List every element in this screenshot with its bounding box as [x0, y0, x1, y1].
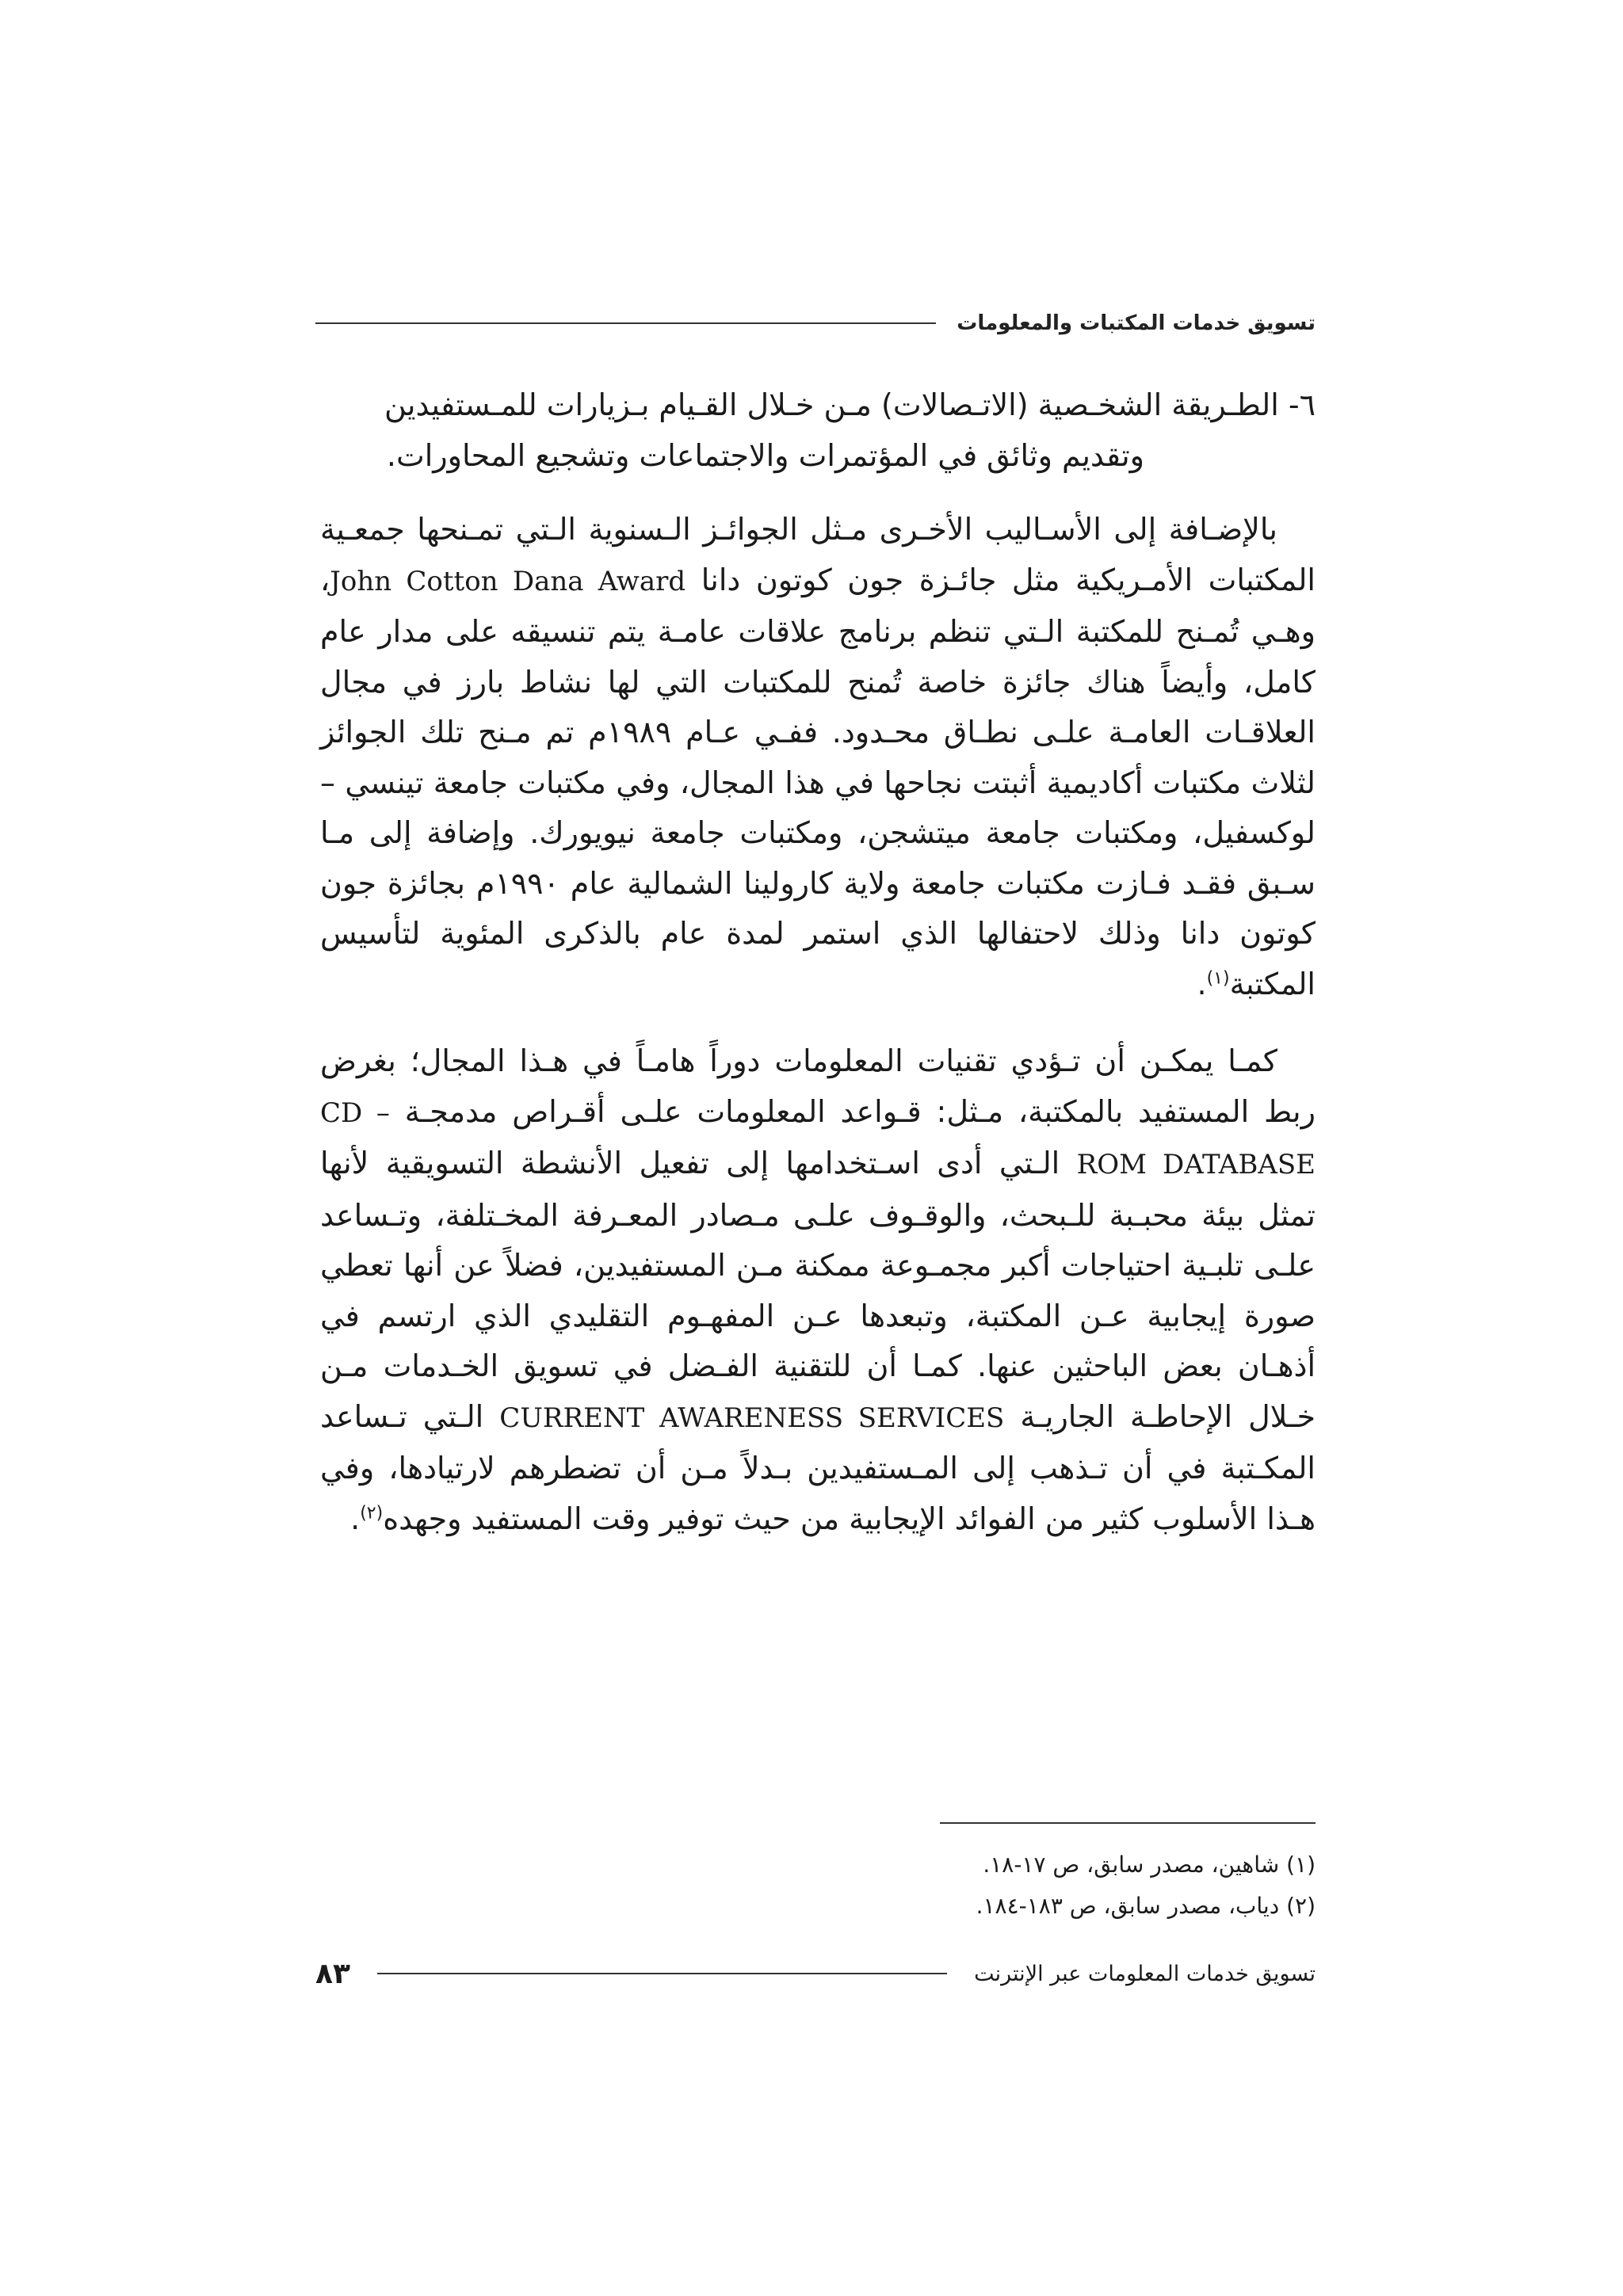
award-name-latin: John Cotton Dana Award [330, 565, 686, 597]
paragraph-1-end: . [1197, 966, 1207, 1001]
running-header [315, 307, 1316, 339]
paragraph-2-text-b: الـتي أدى اسـتخدامها إلى تفعيل الأنشطة التسويقية لأنها تمثل بيئة محبـبة للـبحث، والوقـوف علـى مـصادر المعـرفة المخـتلفة، وتـساعد علـى تلبـية احتياجات أكبر مجمـوعة ممكنة مـن المستفيدين، فضلاً عن أنها تعطي صورة إيجابية عـن المكتبة، وتبعدها عـن المفهـوم التقليدي الذي ارتسم في أذهـان بعض الباحثين عنها. كمـا أن للتقنية الفـضل في تسويق الخـدمات مـن خـلال الإحاطـة الجاريـة [320, 1146, 1316, 1434]
page-number: ٨٣ [315, 1957, 350, 1990]
paragraph-2-text-c: الـتي تـساعد المكـتبة في أن تـذهب إلى المـستفيدين بـدلاً مـن أن تضطرهم لارتيادها، وفي هـذا الأسلوب كثير من الفوائد الإيجابية من حيث توفير وقت المستفيد وجهده [320, 1398, 1316, 1536]
item6-line1: ٦- الطـريقة الشخـصية (الاتـصالات) مـن خـلال القـيام بـزيارات للمـستفيدين [384, 387, 1316, 422]
footnote-ref-1: (١) [1206, 967, 1230, 988]
footnote-2: (٢) دياب، مصدر سابق، ص ١٨٣-١٨٤. [976, 1893, 1316, 1919]
running-footer [315, 1954, 1316, 1993]
body-text [320, 380, 1316, 1544]
footnote-1: (١) شاهين، مصدر سابق، ص ١٧-١٨. [983, 1852, 1316, 1878]
paragraph-2-end: . [350, 1501, 361, 1536]
header-title: تسويق خدمات المكتبات والمعلومات [957, 311, 1316, 335]
header-rule [315, 322, 936, 324]
footer-title: تسويق خدمات المعلومات عبر الإنترنت [974, 1961, 1316, 1986]
footnote-ref-2: (٢) [360, 1502, 384, 1523]
footer-rule [377, 1973, 947, 1974]
list-item-6 [320, 380, 1316, 481]
paragraph-2 [320, 1036, 1316, 1544]
paragraph-1 [320, 505, 1316, 1009]
footnotes [713, 1844, 1316, 1927]
paragraph-2-text-a: كمـا يمكـن أن تـؤدي تقنيات المعلومات دوراً هامـاً في هـذا المجال؛ بغرض ربط المستفيد بالمكتبة، مـثل: قـواعد المعلومات علـى أقـراص مدمجـة [320, 1043, 1316, 1129]
awareness-services-latin: CURRENT AWARENESS SERVICES [499, 1402, 1005, 1434]
paragraph-1-text-b: ، وهـي تُمـنح للمكتبة الـتي تنظم برنامج علاقات عامـة يتم تنسيقه على مدار عام كامل، وأيضاً هناك جائزة خاصة تُمنح للمكتبات التي لها نشاط بارز في مجال العلاقـات العامـة علـى نطـاق محـدود. ففـي عـام ١٩٨٩م تم مـنح تلك الجوائز لثلاث مكتبات أكاديمية أثبتت نجاحها في هذا المجال، وفي مكتبات جامعة تينسي – لوكسفيل، ومكتبات جامعة ميتشجن، ومكتبات جامعة نيويورك. وإضافة إلى مـا سـبق فقـد فـازت مكتبات جامعة ولاية كارولينا الشمالية عام ١٩٩٠م بجائزة جون كوتون دانا وذلك لاحتفالها الذي استمر لمدة عام بالذكرى المئوية لتأسيس المكتبة [320, 562, 1316, 1001]
footnote-rule [940, 1822, 1316, 1824]
cd-rom-latin: CD – ROM DATABASE [320, 1097, 1316, 1180]
item6-line2: وتقديم وثائق في المؤتمرات والاجتماعات وتشجيع المحاورات. [386, 437, 1144, 473]
paragraph-1-text-a: بالإضـافة إلى الأسـاليب الأخـرى مـثل الجوائـز الـسنوية الـتي تمـنحها جمعـية المكتبات الأمـريكية مثل جائـزة جون كوتون دانا [320, 512, 1316, 597]
